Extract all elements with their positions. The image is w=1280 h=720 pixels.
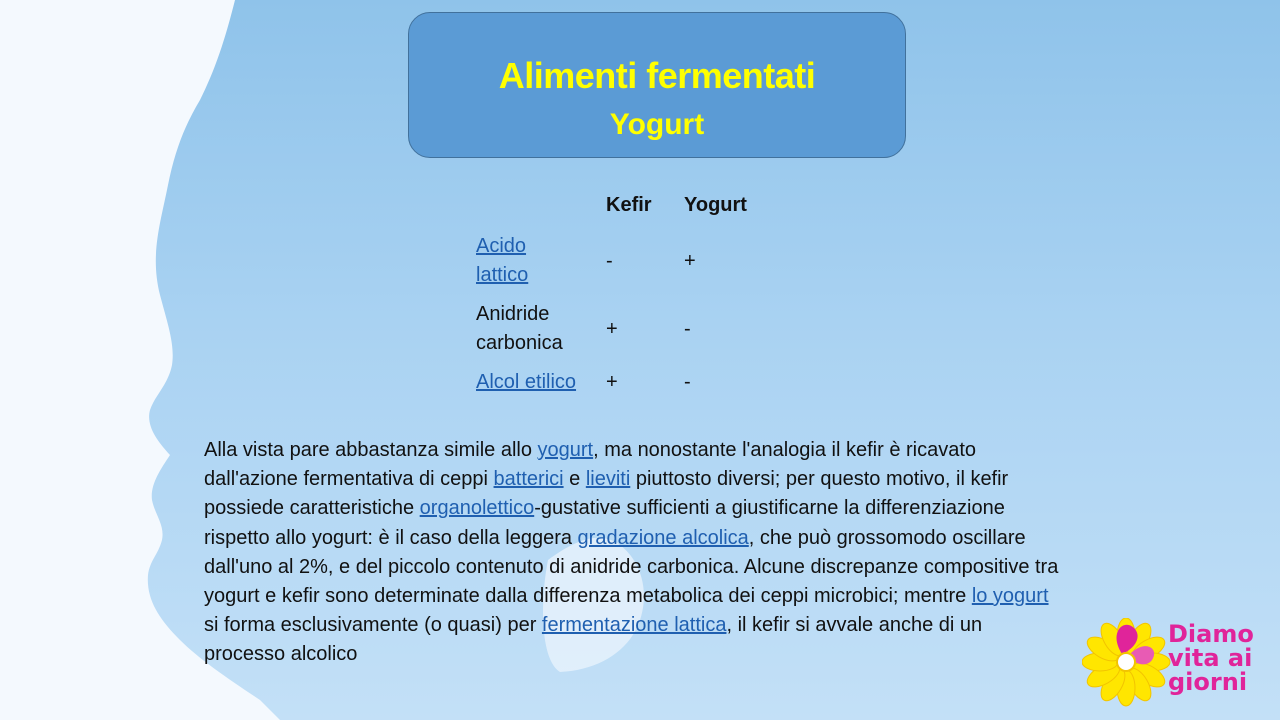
row-label: [470, 227, 600, 295]
gradazione-alcolica-link[interactable]: gradazione alcolica: [577, 526, 749, 549]
header-kefir: Kefir: [606, 194, 652, 216]
yogurt-cell: -: [684, 317, 691, 340]
lo-yogurt-link[interactable]: lo yogurt: [971, 585, 1049, 608]
kefir-cell: +: [606, 317, 618, 340]
text-segment: , il kefir si avvale anche di un processo alcolico: [204, 614, 983, 666]
text-segment: Alla vista pare abbastanza simile allo: [204, 439, 538, 461]
lieviti-link[interactable]: lieviti: [585, 468, 631, 491]
logo-text: [1168, 622, 1254, 694]
slide-title: Alimenti fermentati: [498, 55, 816, 96]
kefir-cell: +: [606, 371, 618, 393]
text-segment: si forma esclusivamente (o quasi) per: [204, 614, 542, 637]
text-segment: e: [563, 468, 586, 491]
alcol-etilico-link[interactable]: Alcol etilico: [476, 371, 577, 393]
text-segment: , che può grossomodo oscillare dall'uno al 2%, e del piccolo contenuto di anidride carbonica. Alcune discrepanze compositive tra yogurt e kefir sono determinate dalla differenza metabolica dei ceppi microbici; mentre: [204, 526, 1059, 608]
logo-line1: Diamo: [1168, 620, 1254, 648]
fermentazione-lattica-link[interactable]: fermentazione lattica: [541, 614, 727, 637]
yogurt-cell: -: [684, 371, 691, 393]
header-empty: [470, 190, 600, 227]
table-row: [470, 363, 760, 402]
acido-lattico-link[interactable]: [476, 235, 528, 286]
logo-line3: giorni: [1168, 668, 1248, 696]
slide-subtitle: Yogurt: [609, 108, 705, 141]
acido-lattico-line2: lattico: [476, 264, 529, 286]
header-yogurt: Yogurt: [684, 194, 747, 216]
table-row: [470, 227, 760, 295]
table-header-row: [470, 190, 760, 227]
kefir-cell: -: [606, 249, 613, 272]
batterici-link[interactable]: batterici: [493, 468, 564, 491]
title-box: [408, 12, 906, 158]
comparison-table: [470, 190, 760, 402]
row-label: [470, 295, 600, 363]
acido-lattico-line1: Acido: [476, 235, 527, 257]
description-paragraph: [204, 436, 1064, 670]
anidride-line1: Anidride: [476, 303, 550, 325]
logo-line2: vita ai: [1168, 644, 1253, 672]
yogurt-cell: +: [684, 249, 696, 272]
text-segment: -gustative sufficienti a giustificarne la differenziazione rispetto allo yogurt: è il caso della leggera: [204, 497, 1005, 549]
row-label: [470, 363, 600, 402]
anidride-line2: carbonica: [476, 332, 563, 354]
text-segment: , ma nonostante l'analogia il kefir è ricavato dall'azione fermentativa di ceppi: [204, 439, 977, 491]
organolettico-link[interactable]: organolettico: [419, 497, 535, 520]
table-row: [470, 295, 760, 363]
yogurt-link[interactable]: yogurt: [537, 439, 594, 461]
text-segment: piuttosto diversi; per questo motivo, il kefir possiede caratteristiche: [204, 468, 1009, 520]
